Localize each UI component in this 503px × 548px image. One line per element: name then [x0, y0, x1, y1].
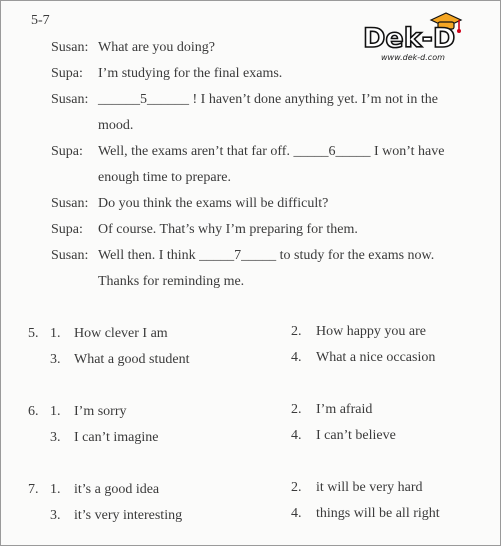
- dialogue-line: Of course. That’s why I’m preparing for them.: [98, 222, 358, 237]
- option-text: How clever I am: [74, 326, 168, 341]
- option-number: 1.: [50, 404, 61, 419]
- dialogue-line: I’m studying for the final exams.: [98, 66, 283, 81]
- dialogue-speaker: Supa:: [51, 222, 83, 237]
- dialogue-speaker: Susan:: [51, 92, 89, 107]
- option-text: I can’t imagine: [74, 430, 159, 445]
- option-number: 4.: [291, 350, 302, 365]
- dialogue-line-continued: Thanks for reminding me.: [98, 274, 245, 289]
- option-text: How happy you are: [316, 324, 427, 339]
- option-number: 4.: [291, 428, 302, 443]
- section-label: 5-7: [31, 13, 50, 28]
- dialogue-line: Do you think the exams will be difficult?: [98, 196, 329, 211]
- option-number: 3.: [50, 430, 61, 445]
- option-number: 2.: [291, 480, 302, 495]
- dialogue-line-continued: enough time to prepare.: [98, 170, 231, 185]
- option-text: I’m afraid: [316, 402, 373, 417]
- dialogue-speaker: Supa:: [51, 66, 83, 81]
- option-number: 3.: [50, 352, 61, 367]
- dialogue-line: Well, the exams aren’t that far off. _____6_____ I won’t have: [98, 144, 445, 159]
- option-text: What a good student: [74, 352, 190, 367]
- dialogue-speaker: Supa:: [51, 144, 83, 159]
- option-text: it’s very interesting: [74, 508, 183, 523]
- option-text: What a nice occasion: [316, 350, 436, 365]
- dialogue-line-continued: mood.: [98, 118, 134, 133]
- question-number: 6.: [28, 404, 39, 419]
- dialogue-line: ______5______ ! I haven’t done anything yet. I’m not in the: [98, 92, 438, 107]
- question-number: 5.: [28, 326, 39, 341]
- option-number: 2.: [291, 324, 302, 339]
- option-text: I’m sorry: [74, 404, 127, 419]
- option-number: 1.: [50, 326, 61, 341]
- option-text: it will be very hard: [316, 480, 423, 495]
- logo-wordmark: Dek-D: [363, 23, 456, 54]
- dialogue-speaker: Susan:: [51, 40, 89, 55]
- dialogue-speaker: Susan:: [51, 248, 89, 263]
- dialogue-line: Well then. I think _____7_____ to study for the exams now.: [98, 248, 435, 263]
- dialogue-line: What are you doing?: [98, 40, 216, 55]
- option-text: it’s a good idea: [74, 482, 160, 497]
- option-number: 3.: [50, 508, 61, 523]
- logo-url: www.dek-d.com: [381, 53, 445, 62]
- option-text: I can’t believe: [316, 428, 396, 443]
- dek-d-logo: [363, 19, 493, 69]
- dialogue-speaker: Susan:: [51, 196, 89, 211]
- option-text: things will be all right: [316, 506, 440, 521]
- option-number: 2.: [291, 402, 302, 417]
- option-number: 1.: [50, 482, 61, 497]
- question-number: 7.: [28, 482, 39, 497]
- option-number: 4.: [291, 506, 302, 521]
